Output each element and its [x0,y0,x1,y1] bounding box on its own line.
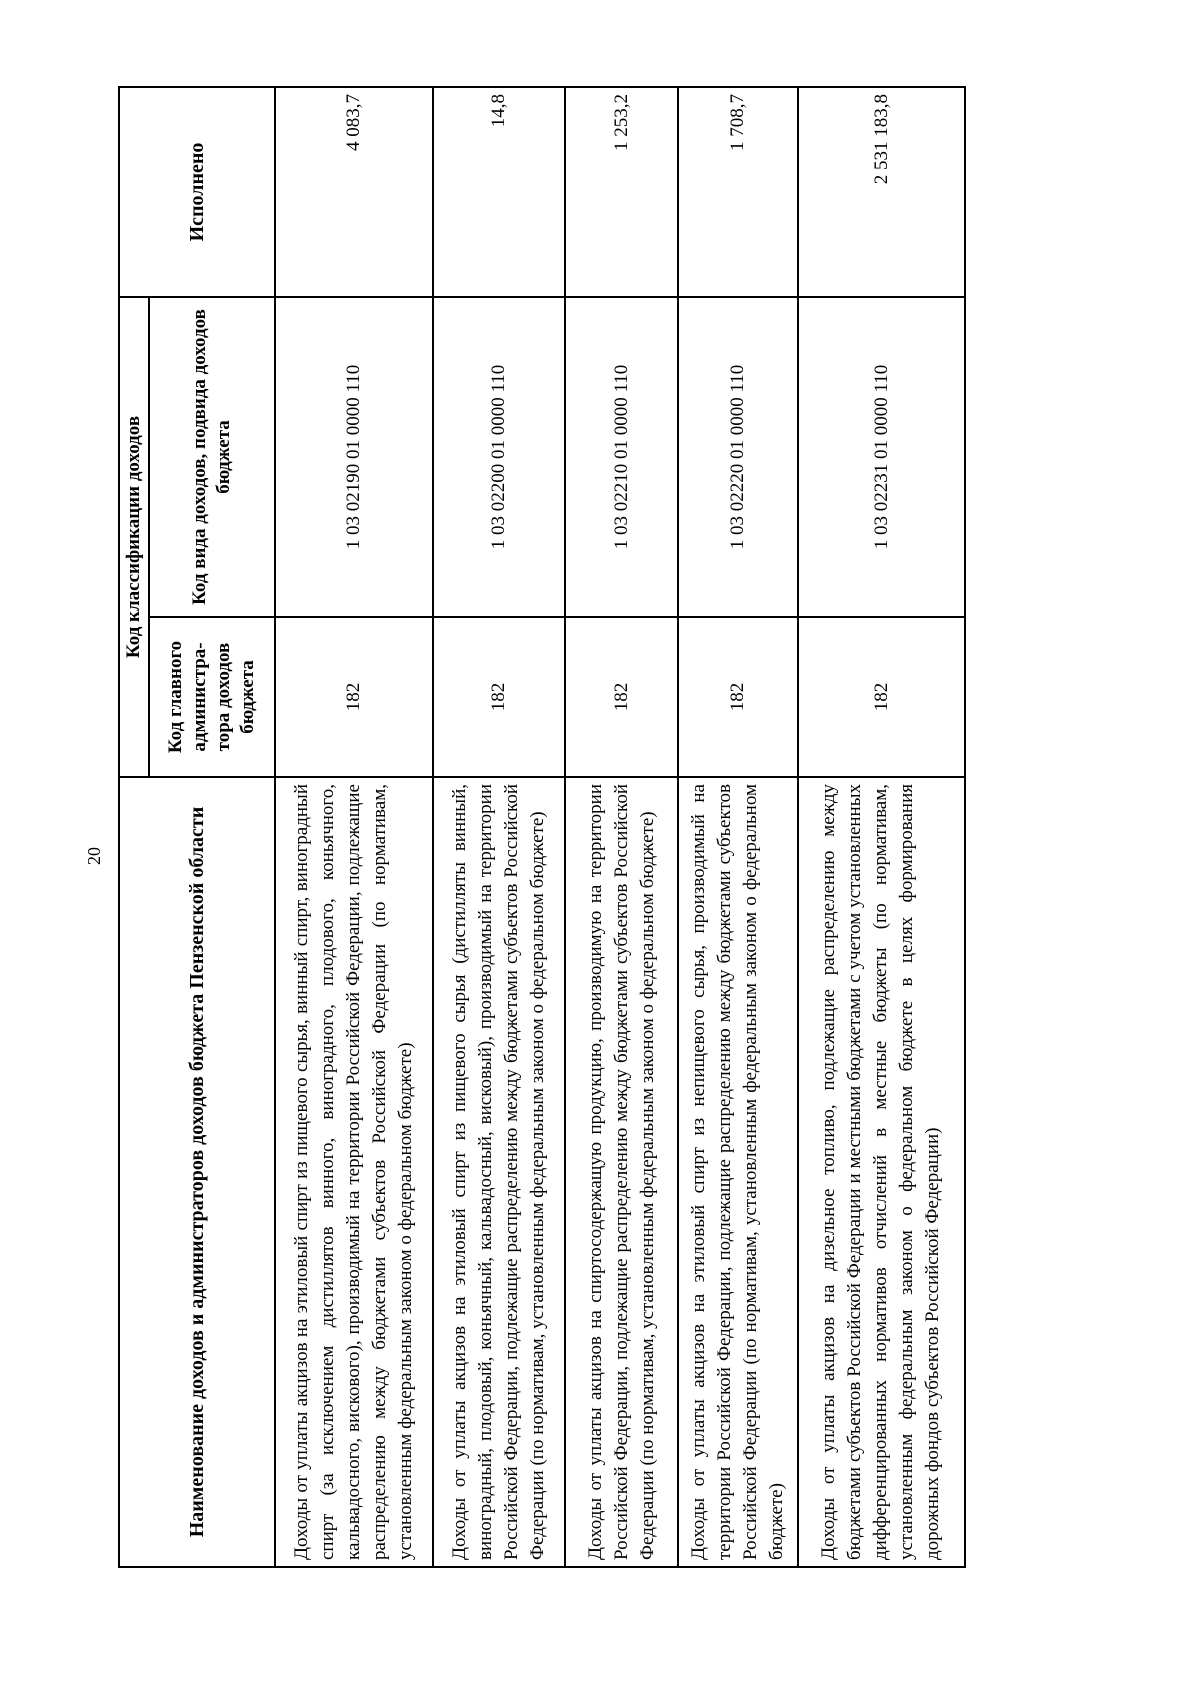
row-admin-code: 182 [565,617,678,777]
row-admin-code: 182 [798,617,965,777]
row-description: Доходы от уплаты акцизов на дизельное топливо, подлежащие распределению между бюджетами субъектов Российской Федерации и местными бюджетами с учетом установленных дифференцированных нормативов отчислений в местные бюджеты (по нормативам, установленным федеральным законом о федеральном бюджете в целях формирования дорожных фондов субъектов Российской Федерации) [798,777,965,1567]
table-header-row-1 [119,87,149,1567]
table-row [275,87,433,1567]
row-income-code: 1 03 02200 01 0000 110 [433,297,566,617]
row-description: Доходы от уплаты акцизов на этиловый спирт из пищевого сырья, винный спирт, виноградный спирт (за исключением дистиллятов винного, виноградного, плодового, коньячного, кальвадосного, вискового), производимый на территории Российской Федерации, подлежащие распределению между бюджетами субъектов Российской Федерации (по нормативам, установленным федеральным законом о федеральном бюджете) [275,777,433,1567]
row-income-code: 1 03 02220 01 0000 110 [678,297,798,617]
row-executed: 14,8 [433,87,566,297]
row-income-code: 1 03 02231 01 0000 110 [798,297,965,617]
row-description: Доходы от уплаты акцизов на этиловый спирт из непищевого сырья, производимый на территории Российской Федерации, подлежащие распределению между бюджетами субъектов Российской Федерации (по нормативам, установленным федеральным законом о федеральном бюджете) [678,777,798,1567]
header-executed: Исполнено [119,87,275,297]
row-income-code: 1 03 02190 01 0000 110 [275,297,433,617]
row-executed: 4 083,7 [275,87,433,297]
rotated-page-content [118,88,966,1568]
row-executed: 2 531 183,8 [798,87,965,297]
table-row [678,87,798,1567]
row-admin-code: 182 [433,617,566,777]
row-executed: 1 253,2 [565,87,678,297]
row-admin-code: 182 [275,617,433,777]
table-row [433,87,566,1567]
table-row [565,87,678,1567]
header-income-code: Код вида доходов, подвида доходов бюджета [149,297,275,617]
row-executed: 1 708,7 [678,87,798,297]
header-name: Наименование доходов и администраторов доходов бюджета Пензенской области [119,777,275,1567]
revenue-table [118,86,966,1568]
row-admin-code: 182 [678,617,798,777]
page-number: 20 [84,847,104,865]
row-income-code: 1 03 02210 01 0000 110 [565,297,678,617]
row-description: Доходы от уплаты акцизов на этиловый спирт из пищевого сырья (дистилляты винный, виноградный, плодовый, коньячный, кальвадосный, висковый), производимый на территории Российской Федерации, подлежащие распределению между бюджетами субъектов Российской Федерации (по нормативам, установленным федеральным законом о федеральном бюджете) [433,777,566,1567]
header-classification: Код классификации доходов [119,297,149,777]
row-description: Доходы от уплаты акцизов на спиртосодержащую продукцию, производимую на территории Российской Федерации, подлежащие распределению между бюджетами субъектов Российской Федерации (по нормативам, установленным федеральным законом о федеральном бюджете) [565,777,678,1567]
table-row [798,87,965,1567]
header-admin-code: Код главного администра-тора доходов бюджета [149,617,275,777]
